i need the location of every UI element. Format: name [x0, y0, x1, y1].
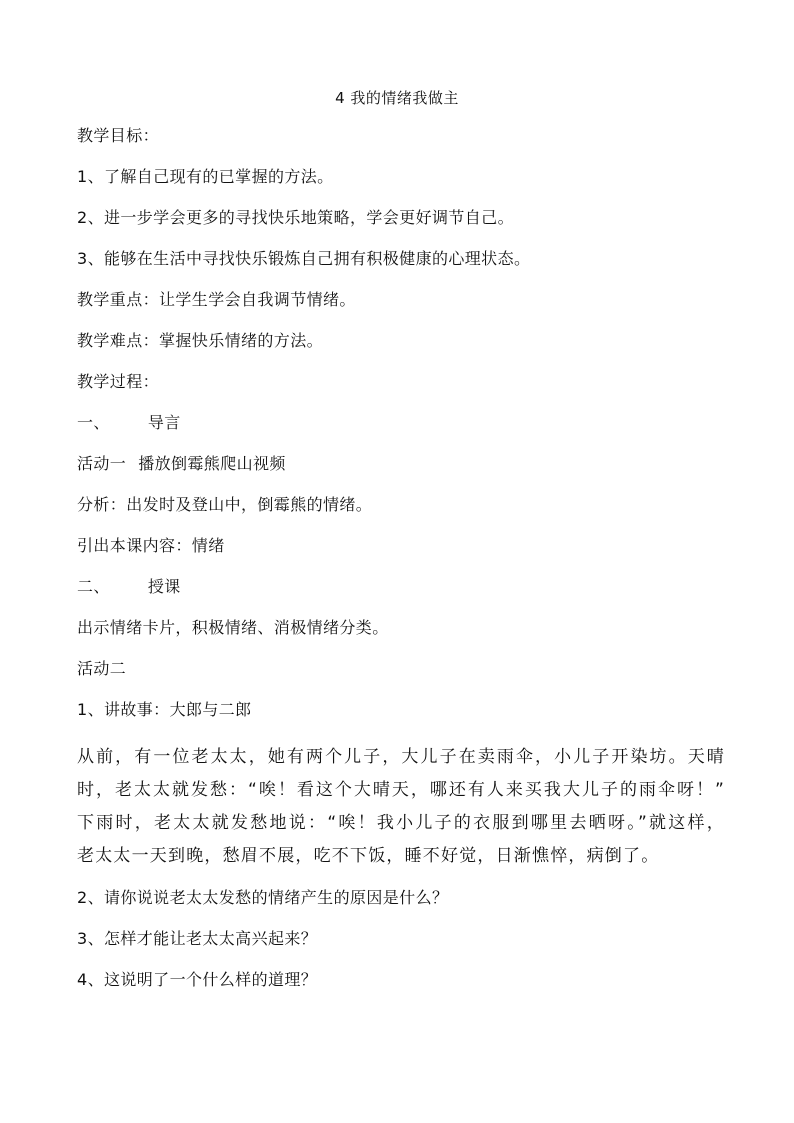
story-line: 从前，有一位老太太，她有两个儿子，大儿子在卖雨伞，小儿子开染坊。天晴 [77, 747, 725, 767]
objectives-heading: 教学目标： [77, 126, 160, 145]
section-number: 一、 [77, 413, 110, 432]
key-point: 教学重点：让学生学会自我调节情绪。 [77, 290, 356, 309]
story-paragraph [77, 741, 727, 873]
document-title: 4 我的情绪我做主 [335, 89, 459, 107]
analysis-line: 分析：出发时及登山中，倒霉熊的情绪。 [77, 495, 373, 514]
objective-item: 1、了解自己现有的已掌握的方法。 [77, 167, 334, 186]
section-title: 授课 [147, 577, 181, 596]
activity-one [77, 454, 727, 474]
activity-two: 活动二 [77, 659, 127, 678]
document-body [77, 126, 727, 1011]
story-line: 老太太一天到晚，愁眉不展，吃不下饭，睡不好觉，日渐憔悴，病倒了。 [77, 846, 660, 866]
section-heading-intro [77, 413, 727, 433]
question-item: 4、这说明了一个什么样的道理？ [77, 970, 318, 989]
objective-item: 2、进一步学会更多的寻找快乐地策略，学会更好调节自己。 [77, 208, 514, 227]
story-heading: 1、讲故事：大郎与二郎 [77, 700, 252, 719]
process-heading: 教学过程： [77, 372, 160, 391]
intro-content-line: 引出本课内容：情绪 [77, 536, 225, 555]
activity-title: 播放倒霉熊爬山视频 [138, 454, 286, 473]
difficult-point: 教学难点：掌握快乐情绪的方法。 [77, 331, 324, 350]
question-item: 3、怎样才能让老太太高兴起来？ [77, 929, 318, 948]
question-item: 2、请你说说老太太发愁的情绪产生的原因是什么？ [77, 888, 449, 907]
story-line: 时，老太太就发愁：“唉！看这个大晴天，哪还有人来买我大儿子的雨伞呀！” [77, 780, 725, 800]
story-line: 下雨时，老太太就发愁地说：“唉！我小儿子的衣服到哪里去晒呀。”就这样， [77, 813, 725, 833]
show-cards-line: 出示情绪卡片，积极情绪、消极情绪分类。 [77, 618, 389, 637]
activity-label: 活动一 [77, 454, 127, 473]
section-number: 二、 [77, 577, 110, 596]
section-title: 导言 [147, 413, 181, 432]
section-heading-lesson [77, 577, 727, 597]
objective-item: 3、能够在生活中寻找快乐锻炼自己拥有积极健康的心理状态。 [77, 249, 531, 268]
